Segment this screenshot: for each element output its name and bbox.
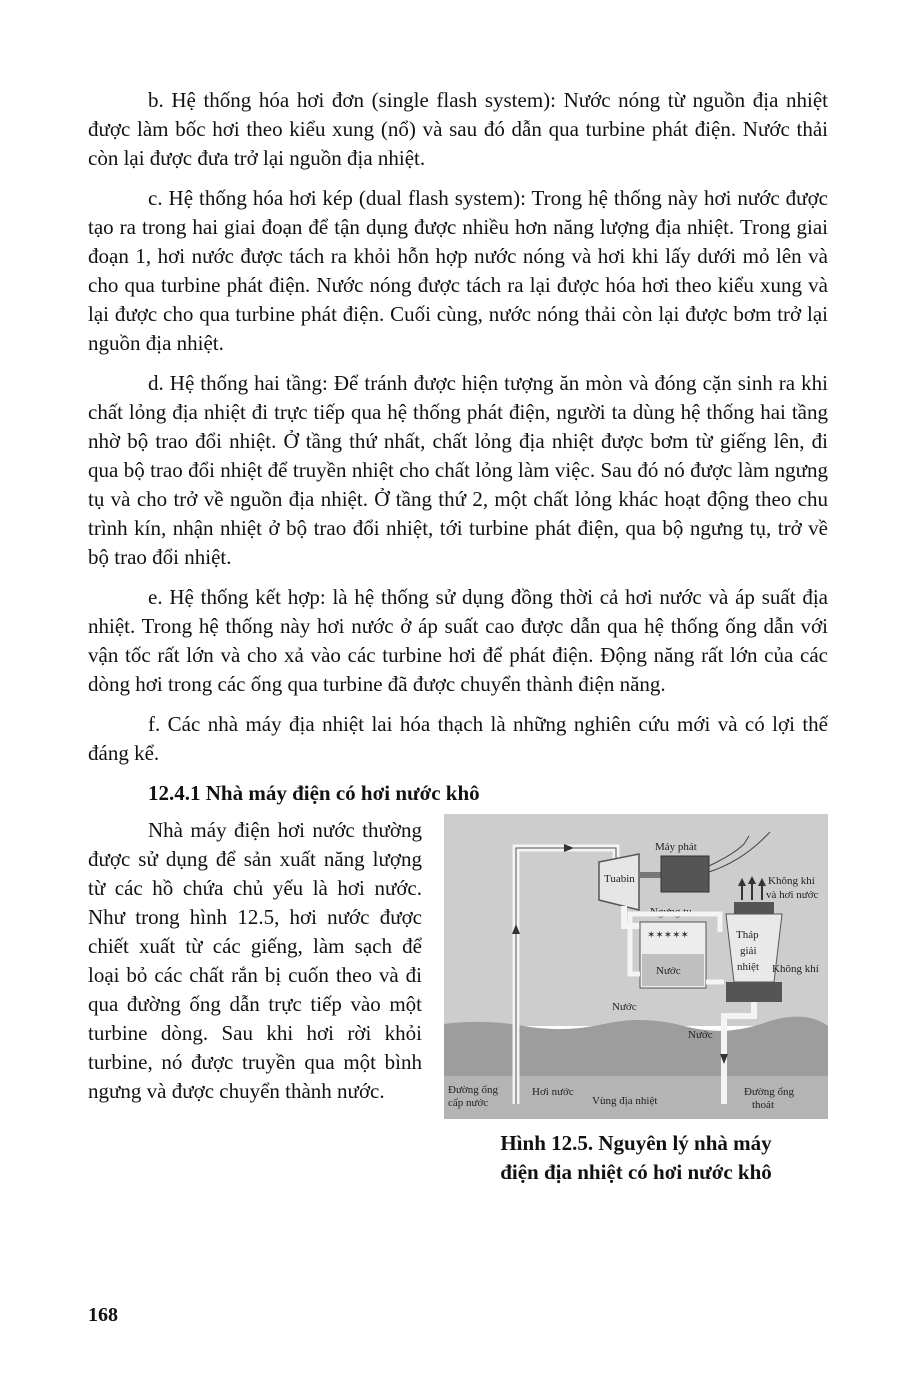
caption-line-1: Hình 12.5. Nguyên lý nhà máy — [500, 1131, 772, 1155]
label-water-left: Nước — [612, 1001, 637, 1013]
section-body — [88, 816, 828, 1187]
label-water-right: Nước — [688, 1029, 713, 1041]
turbine-shaft — [639, 872, 661, 878]
label-tower-1: Tháp — [736, 929, 759, 941]
figure-caption — [444, 1129, 828, 1187]
page-content — [88, 86, 828, 1187]
spray-marks: ✶✶✶✶✶ — [647, 930, 689, 941]
page-number: 168 — [88, 1304, 118, 1326]
label-generator: Máy phát — [655, 841, 697, 853]
section-paragraph: Nhà máy điện hơi nước thường được sử dụng để sản xuất năng lượng từ các hồ chứa chủ yếu là hơi nước. Như trong hình 12.5, hơi nước được chiết xuất từ các giếng, làm sạch để loại bỏ các chất rắn bị cuốn theo và đi qua đường ống dẫn trực tiếp vào một turbine dòng. Sau khi hơi rời khỏi turbine, nó được truyền qua một bình ngưng và được chuyển thành nước. — [88, 818, 422, 1103]
paragraph-c: c. Hệ thống hóa hơi kép (dual flash system): Trong hệ thống này hơi nước được tạo ra trong hai giai đoạn để tận dụng được nhiều hơn năng lượng địa nhiệt. Trong giai đoạn 1, hơi nước được tách ra khỏi hỗn hợp nước nóng và hơi khi lấy dưới mỏ lên và cho qua turbine phát điện. Nước nóng được tách ra lại được hóa hơi theo kiểu xung và lại được cho qua turbine phát điện. Cuối cùng, nước nóng thải còn lại được bơm trở lại nguồn địa nhiệt. — [88, 186, 828, 355]
label-steam: Hơi nước — [532, 1086, 574, 1098]
paragraph-d: d. Hệ thống hai tầng: Để tránh được hiện tượng ăn mòn và đóng cặn sinh ra khi chất lỏng địa nhiệt đi trực tiếp qua hệ thống phát điện, người ta dùng hệ thống hai tầng nhờ bộ trao đổi nhiệt. Ở tầng thứ nhất, chất lỏng địa nhiệt được bơm từ giếng lên, đi qua bộ trao đổi nhiệt để truyền nhiệt cho chất lỏng làm việc. Sau đó nó được làm ngưng tụ và cho trở về nguồn địa nhiệt. Ở tầng thứ 2, một chất lỏng khác hoạt động theo chu trình kín, nhận nhiệt ở bộ trao đổi nhiệt, tới turbine phát điện, qua bộ ngưng tụ, trở về bộ trao đổi nhiệt. — [88, 371, 828, 569]
figure-12-5 — [444, 814, 828, 1187]
tower-fan — [734, 902, 774, 914]
generator-box — [661, 856, 709, 892]
paragraph-b: b. Hệ thống hóa hơi đơn (single flash system): Nước nóng từ nguồn địa nhiệt được làm bốc hơi theo kiểu xung (nổ) và sau đó dẫn qua turbine phát điện. Nước thải còn lại được đưa trở lại nguồn địa nhiệt. — [88, 88, 828, 170]
label-tower-2: giải — [740, 945, 757, 957]
label-air-vapor-2: và hơi nước — [766, 889, 819, 901]
label-water-tank: Nước — [656, 965, 681, 977]
tower-base — [726, 982, 782, 1002]
caption-line-2: điện địa nhiệt có hơi nước khô — [500, 1160, 772, 1184]
label-supply-pipe-1: Đường ống — [448, 1084, 498, 1096]
label-air: Không khí — [772, 963, 819, 975]
label-condenser: Ngưng tụ — [650, 906, 692, 918]
paragraph-e: e. Hệ thống kết hợp: là hệ thống sử dụng đồng thời cả hơi nước và áp suất địa nhiệt. Trong hệ thống này hơi nước ở áp suất cao được dẫn qua hệ thống ống dẫn với vận tốc rất lớn và cho xả vào các turbine hơi để phát điện. Động năng rất lớn của các dòng hơi trong các ống qua turbine đã được chuyển thành điện năng. — [88, 585, 828, 696]
label-drain-pipe-1: Đường ống — [744, 1086, 794, 1098]
label-drain-pipe-2: thoát — [752, 1099, 774, 1111]
label-supply-pipe-2: cấp nước — [448, 1097, 489, 1109]
geothermal-diagram — [444, 814, 828, 1119]
label-geo-zone: Vùng địa nhiệt — [592, 1095, 658, 1107]
section-heading: 12.4.1 Nhà máy điện có hơi nước khô — [148, 781, 480, 805]
label-turbine: Tuabin — [604, 873, 635, 885]
paragraph-f: f. Các nhà máy địa nhiệt lai hóa thạch là những nghiên cứu mới và có lợi thế đáng kể. — [88, 712, 828, 765]
label-air-vapor-1: Không khí — [768, 875, 815, 887]
label-tower-3: nhiệt — [737, 961, 759, 973]
section-text-column — [88, 816, 422, 1106]
